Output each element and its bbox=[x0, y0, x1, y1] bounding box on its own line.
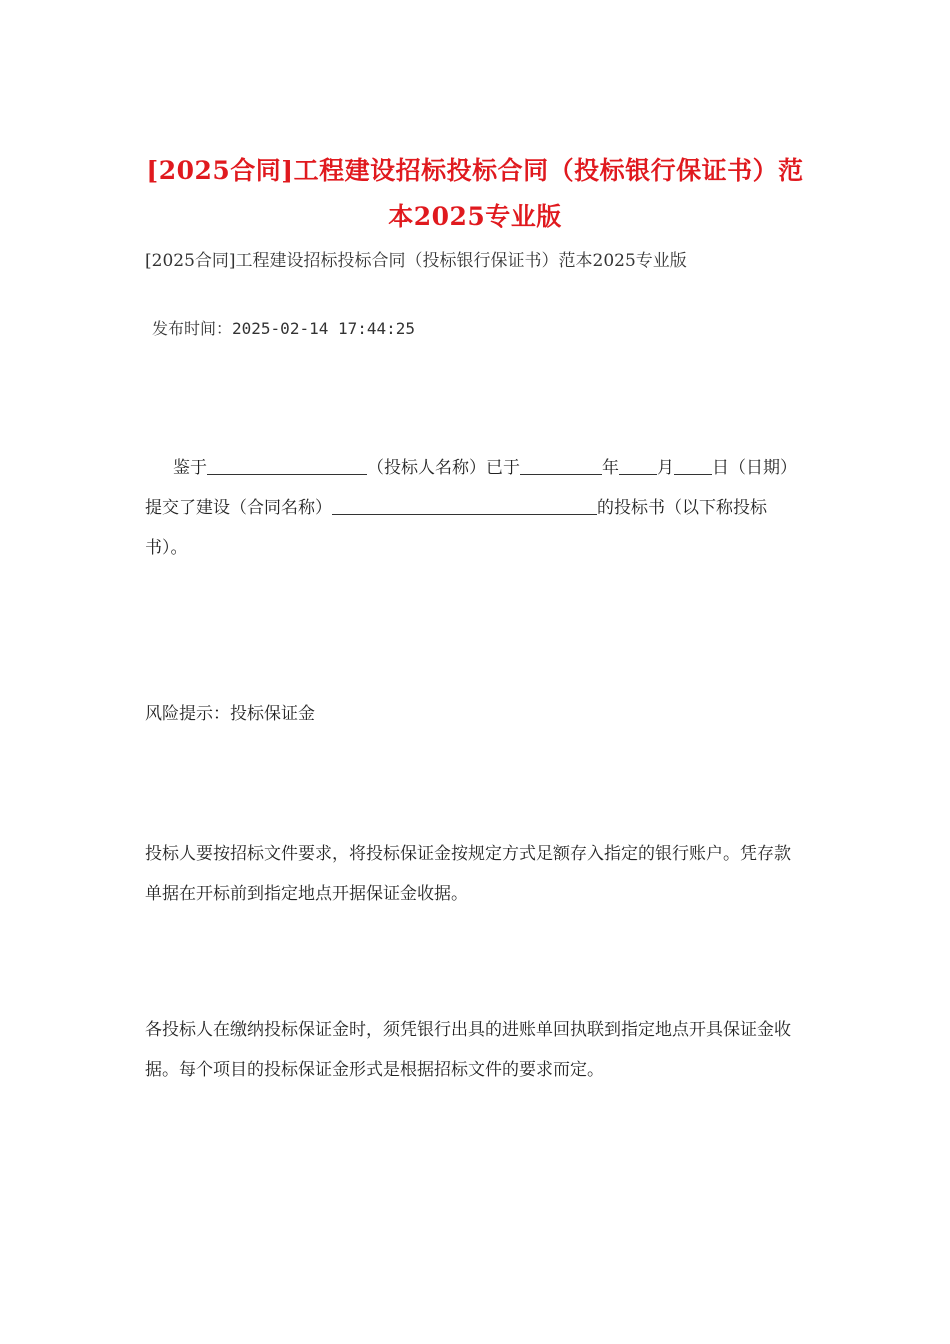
publish-time: 2025-02-14 17:44:25 bbox=[232, 319, 416, 338]
deposit-paragraph: 投标人要按招标文件要求，将投标保证金按规定方式足额存入指定的银行账户。凭存款单据在开标前到指定地点开据保证金收据。 bbox=[145, 844, 791, 904]
p1-seg3: 年 bbox=[602, 458, 619, 478]
bidder-name-blank bbox=[207, 456, 367, 475]
receipt-paragraph: 各投标人在缴纳投标保证金时，须凭银行出具的进账单回执联到指定地点开具保证金收据。每个项目的投标保证金形式是根据招标文件的要求而定。 bbox=[145, 1020, 791, 1080]
document-title: [2025合同]工程建设招标投标合同（投标银行保证书）范本2025专业版 bbox=[146, 156, 804, 231]
day-blank bbox=[674, 456, 712, 475]
publish-label: 发布时间： bbox=[152, 319, 233, 338]
contract-name-blank bbox=[332, 496, 597, 515]
publish-time-line bbox=[152, 317, 415, 341]
p1-seg1: 鉴于 bbox=[173, 458, 207, 478]
year-blank bbox=[520, 456, 602, 475]
p1-seg2: （投标人名称）已于 bbox=[367, 458, 520, 478]
p1-seg4: 月 bbox=[657, 458, 674, 478]
p1-seg6: 的投标书（以下称投标书）。 bbox=[145, 498, 767, 558]
risk-tip: 风险提示：投标保证金 bbox=[145, 704, 315, 724]
guarantee-paragraph bbox=[145, 448, 805, 568]
month-blank bbox=[619, 456, 657, 475]
p1-seg5: 日（日期）提交了建设（合同名称） bbox=[145, 458, 797, 518]
document-subtitle: [2025合同]工程建设招标投标合同（投标银行保证书）范本2025专业版 bbox=[145, 251, 687, 271]
